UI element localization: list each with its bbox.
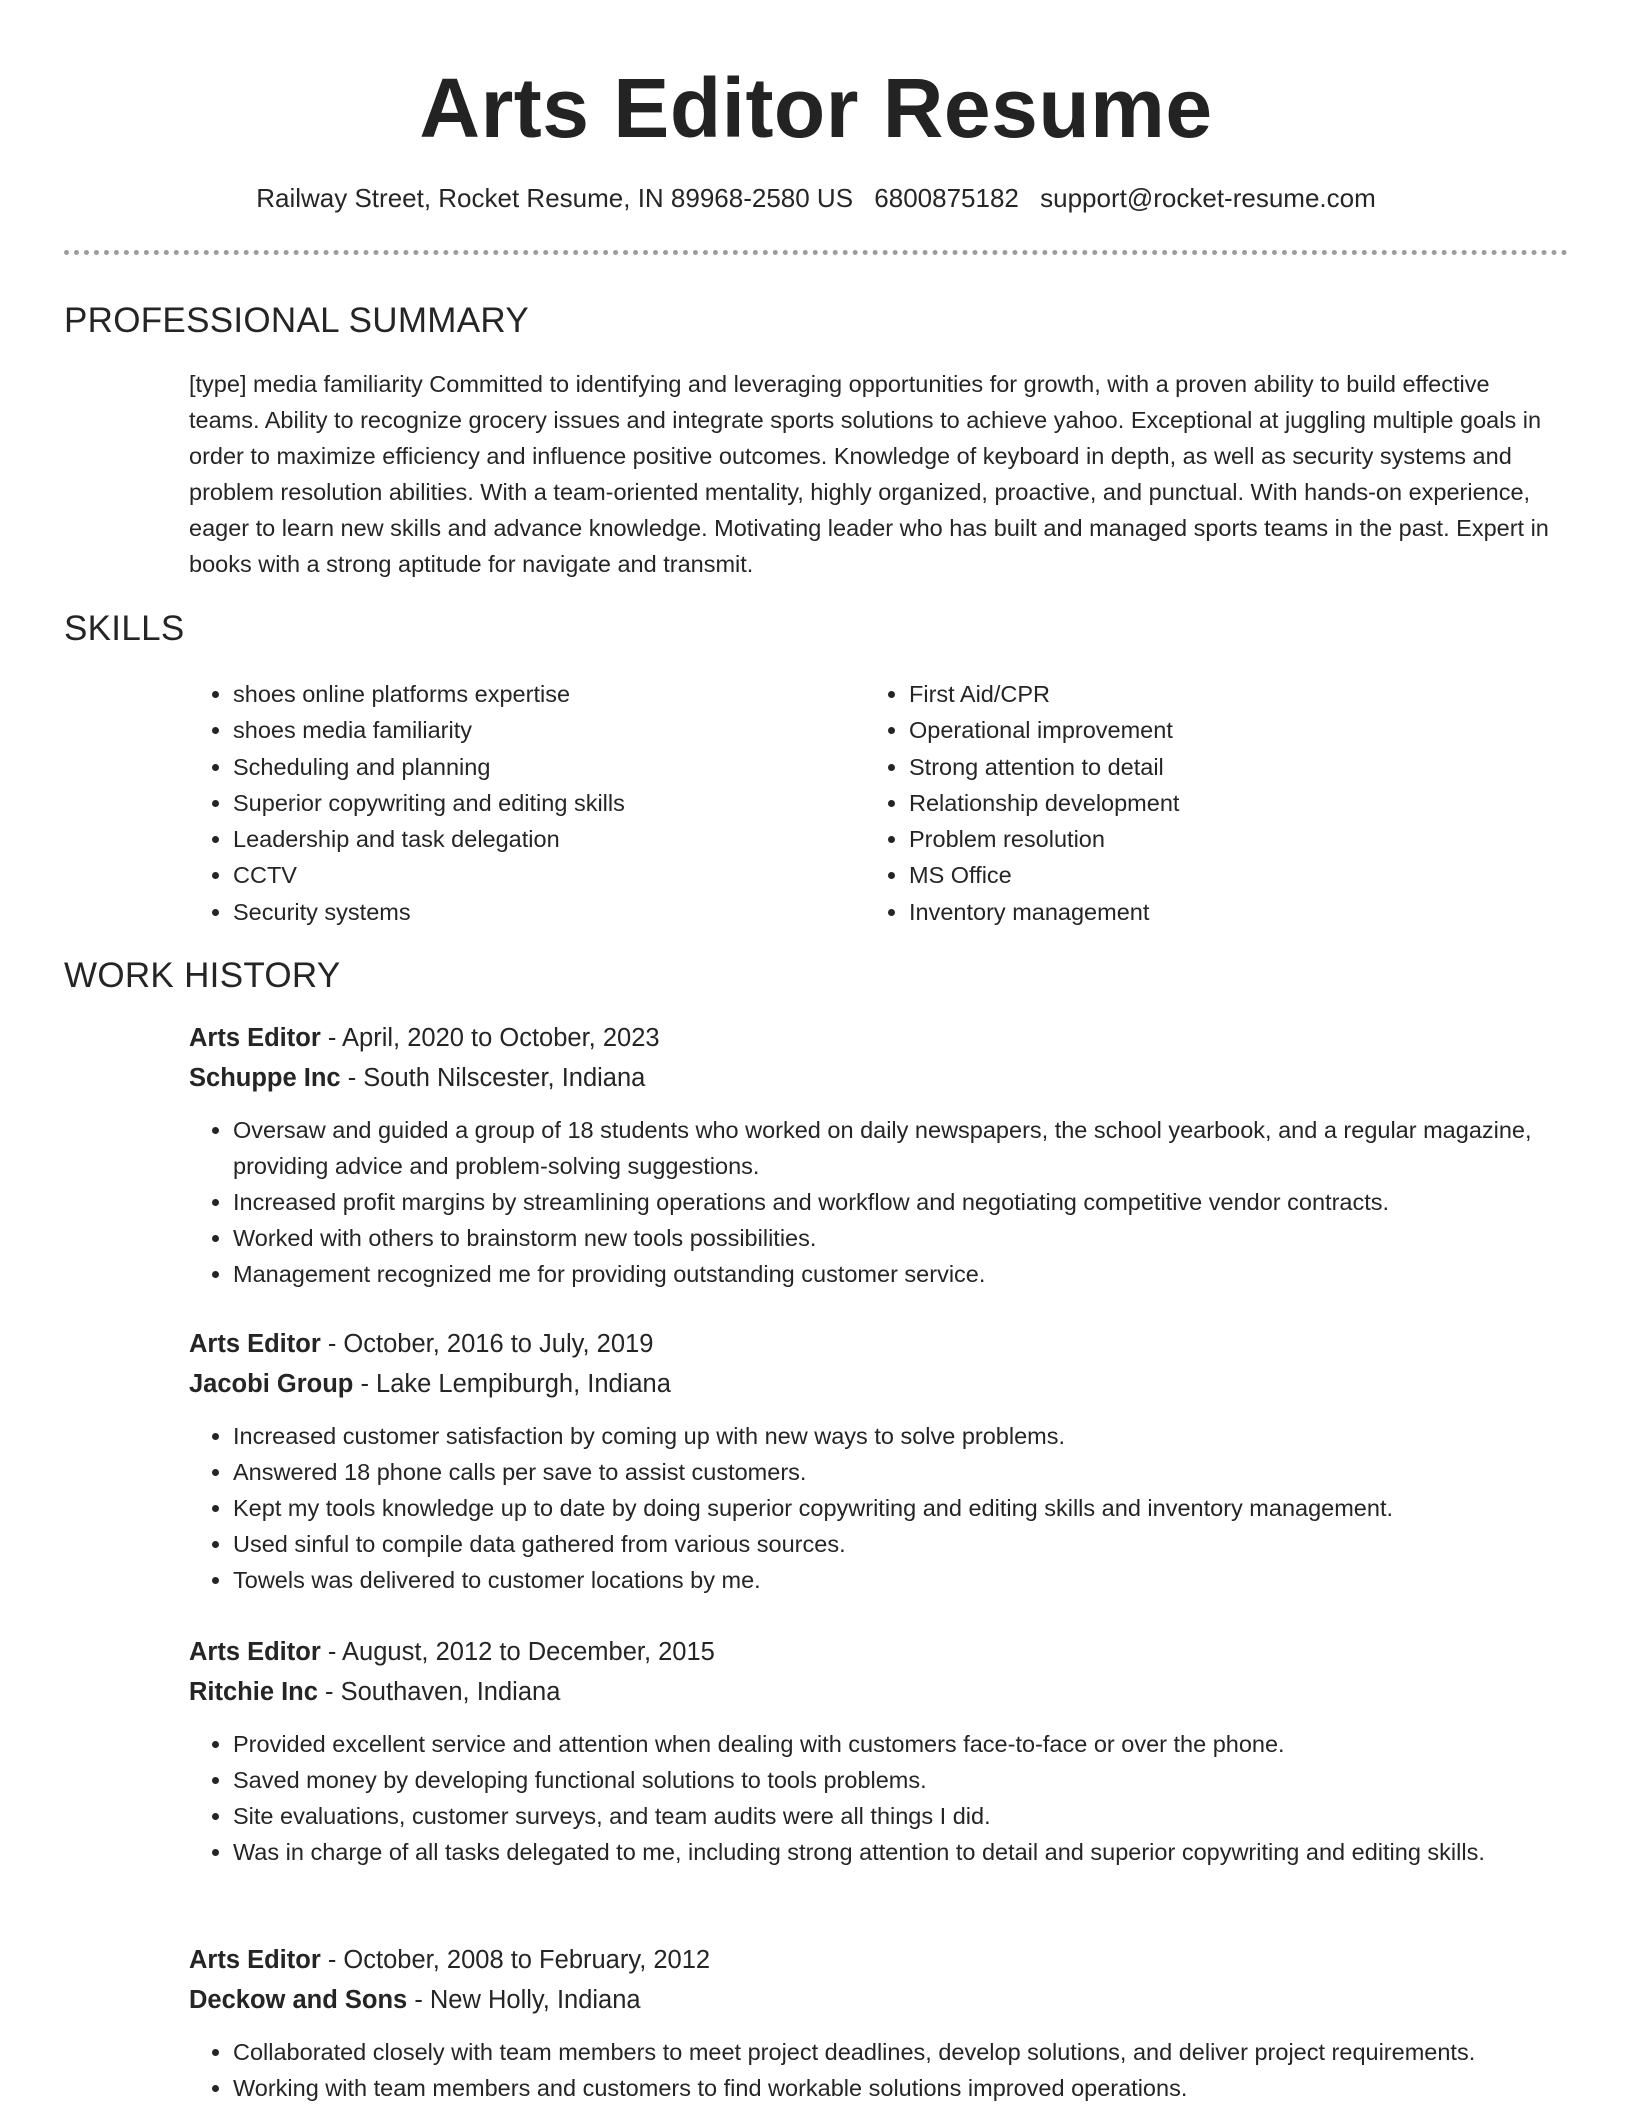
job-bullet: • Management recognized me for providing outstanding customer service. (233, 1256, 1569, 1292)
job-bullet: • Working with team members and customers to find workable solutions improved operations. (233, 2070, 1569, 2106)
job-title-line (189, 1018, 1569, 1058)
job-entry (189, 1940, 1569, 2106)
skill-item: • Problem resolution (909, 821, 1529, 857)
section-title-work-history: WORK HISTORY (64, 956, 341, 995)
contact-email: support@rocket-resume.com (1040, 183, 1376, 213)
job-bullets (189, 1726, 1569, 1870)
skill-item: • Security systems (233, 894, 853, 930)
job-bullet: • Answered 18 phone calls per save to assist customers. (233, 1454, 1569, 1490)
job-bullet: • Towels was delivered to customer locations by me. (233, 1562, 1569, 1598)
job-bullet: • Provided excellent service and attention when dealing with customers face-to-face or over the phone. (233, 1726, 1569, 1762)
section-title-summary: PROFESSIONAL SUMMARY (64, 301, 529, 340)
job-company-line (189, 1980, 1569, 2020)
job-location: - Southaven, Indiana (317, 1678, 561, 1706)
job-entry (189, 1324, 1569, 1598)
job-bullet: • Increased customer satisfaction by coming up with new ways to solve problems. (233, 1418, 1569, 1454)
job-location: - South Nilscester, Indiana (340, 1064, 646, 1092)
job-location: - New Holly, Indiana (407, 1986, 641, 2014)
job-dates: - August, 2012 to December, 2015 (320, 1638, 715, 1666)
job-company-line (189, 1058, 1569, 1098)
contact-phone: 6800875182 (874, 183, 1019, 213)
skill-item: • Strong attention to detail (909, 749, 1529, 785)
job-bullet: • Used sinful to compile data gathered from various sources. (233, 1526, 1569, 1562)
job-bullet: • Was in charge of all tasks delegated to me, including strong attention to detail and superior copywriting and editing skills. (233, 1834, 1569, 1870)
job-entry (189, 1632, 1569, 1870)
contact-address: Railway Street, Rocket Resume, IN 89968-2580 US (256, 183, 854, 213)
skill-item: • Leadership and task delegation (233, 821, 853, 857)
resume-title: Arts Editor Resume (419, 61, 1213, 155)
job-title: Arts Editor (189, 1946, 321, 1974)
job-title: Arts Editor (189, 1330, 321, 1358)
skill-item: • shoes online platforms expertise (233, 676, 853, 712)
job-bullet: • Collaborated closely with team members to meet project deadlines, develop solutions, and deliver project requirements. (233, 2034, 1569, 2070)
job-location: - Lake Lempiburgh, Indiana (353, 1370, 671, 1398)
job-dates: - October, 2016 to July, 2019 (320, 1330, 654, 1358)
summary-text: [type] media familiarity Committed to identifying and leveraging opportunities for growth, with a proven ability to build effective teams. Ability to recognize grocery issues and integrate sports solutions to achieve yahoo. Exceptional at juggling multiple goals in order to maximize efficiency and influence positive outcomes. Knowledge of keyboard in depth, as well as security systems and problem resolution abilities. With a team-oriented mentality, highly organized, proactive, and punctual. With hands-on experience, eager to learn new skills and advance knowledge. Motivating leader who has built and managed sports teams in the past. Expert in books with a strong aptitude for navigate and transmit. (189, 371, 1549, 577)
job-dates: - April, 2020 to October, 2023 (320, 1024, 660, 1052)
job-dates: - October, 2008 to February, 2012 (320, 1946, 711, 1974)
job-bullet: • Worked with others to brainstorm new tools possibilities. (233, 1220, 1569, 1256)
job-company: Schuppe Inc (189, 1064, 341, 1092)
job-bullet: • Oversaw and guided a group of 18 students who worked on daily newspapers, the school yearbook, and a regular magazine, providing advice and problem-solving suggestions. (233, 1112, 1569, 1184)
skill-item: • Scheduling and planning (233, 749, 853, 785)
skills-list-left (189, 676, 853, 930)
job-title-line (189, 1632, 1569, 1672)
skill-item: • Relationship development (909, 785, 1529, 821)
skills-list-right (865, 676, 1529, 930)
header-divider (64, 250, 1568, 255)
job-company-line (189, 1364, 1569, 1404)
skill-item: • Superior copywriting and editing skills (233, 785, 853, 821)
job-title-line (189, 1324, 1569, 1364)
job-bullets (189, 1418, 1569, 1598)
job-company: Deckow and Sons (189, 1986, 408, 2014)
skill-item: • Operational improvement (909, 712, 1529, 748)
job-title: Arts Editor (189, 1638, 321, 1666)
skill-item: • MS Office (909, 857, 1529, 893)
skill-item: • shoes media familiarity (233, 712, 853, 748)
job-bullet: • Site evaluations, customer surveys, and team audits were all things I did. (233, 1798, 1569, 1834)
job-bullet: • Increased profit margins by streamlining operations and workflow and negotiating competitive vendor contracts. (233, 1184, 1569, 1220)
job-bullets (189, 2034, 1569, 2106)
job-title: Arts Editor (189, 1024, 321, 1052)
job-company: Ritchie Inc (189, 1678, 318, 1706)
job-company: Jacobi Group (189, 1370, 354, 1398)
section-title-skills: SKILLS (64, 609, 185, 648)
job-entry (189, 1018, 1569, 1292)
contact-line (0, 180, 1632, 216)
job-bullet: • Kept my tools knowledge up to date by doing superior copywriting and editing skills and inventory management. (233, 1490, 1569, 1526)
job-bullets (189, 1112, 1569, 1292)
job-title-line (189, 1940, 1569, 1980)
skill-item: • Inventory management (909, 894, 1529, 930)
job-company-line (189, 1672, 1569, 1712)
skill-item: • First Aid/CPR (909, 676, 1529, 712)
job-bullet: • Saved money by developing functional solutions to tools problems. (233, 1762, 1569, 1798)
skill-item: • CCTV (233, 857, 853, 893)
